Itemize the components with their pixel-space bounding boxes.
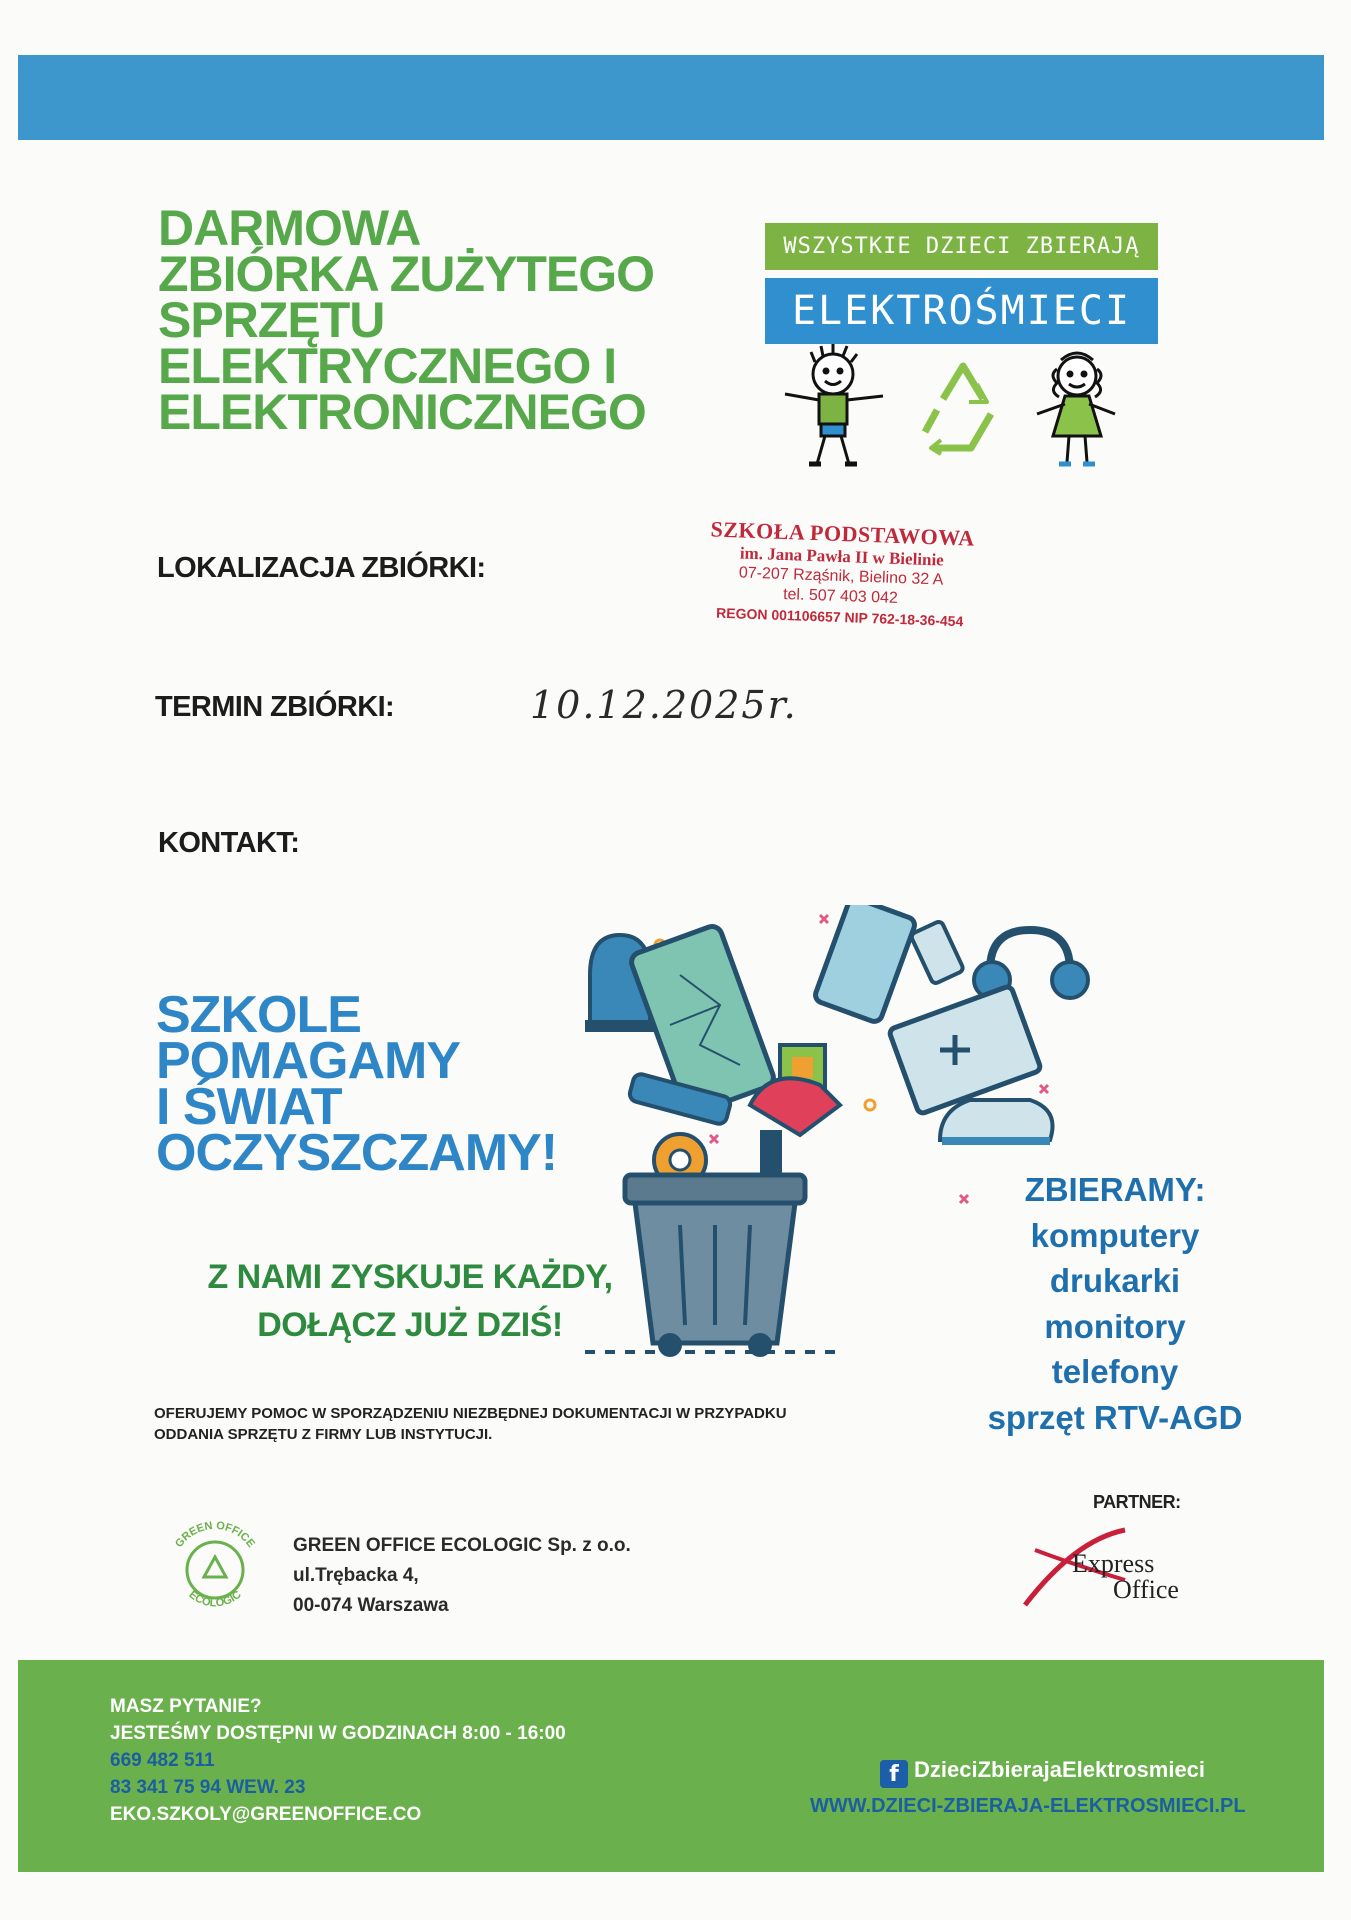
footer-phone-1[interactable]: 669 482 511 [110, 1750, 215, 1771]
stamp-line-1: SZKOŁA PODSTAWOWA [710, 516, 976, 551]
green-office-logo [160, 1515, 270, 1625]
footer-contact [110, 1693, 566, 1828]
date-label: TERMIN ZBIÓRKI: [155, 691, 395, 723]
laptop-icon [889, 985, 1042, 1114]
offer-line-1: OFERUJEMY POMOC W SPORZĄDZENIU NIEZBĘDNEJ DOKUMENTACJI W PRZYPADKU [154, 1405, 787, 1422]
footer-question: MASZ PYTANIE? [110, 1696, 262, 1717]
collect-item: telefony [1051, 1353, 1179, 1390]
stamp-line-2: im. Jana Pawła II w Bielinie [739, 543, 945, 570]
sub-slogan-line-1: Z NAMI ZYSKUJE KAŻDY, [207, 1258, 613, 1296]
slogan-line-3: I ŚWIAT [156, 1078, 342, 1136]
title-line-3: SPRZĘTU [158, 292, 385, 348]
contact-label: KONTAKT: [158, 827, 300, 859]
footer-hours: JESTEŚMY DOSTĘPNI W GODZINACH 8:00 - 16:00 [110, 1723, 566, 1744]
express-office-name-1: Express [1072, 1549, 1155, 1578]
trash-bin-icon [585, 1175, 835, 1357]
top-blue-bar [18, 55, 1324, 140]
facebook-icon: f [880, 1760, 908, 1788]
svg-text:GREEN OFFICE [173, 1520, 257, 1550]
kids-recycle-illustration [765, 344, 1160, 470]
footer-email[interactable]: EKO.SZKOLY@GREENOFFICE.CO [110, 1804, 422, 1825]
slogan-line-1: SZKOLE [156, 986, 361, 1044]
partner-label: PARTNER: [1093, 1492, 1181, 1512]
title-line-2: ZBIÓRKA ZUŻYTEGO [158, 246, 655, 302]
stamp-line-4: tel. 507 403 042 [782, 585, 899, 607]
organizer-name: GREEN OFFICE ECOLOGIC Sp. z o.o. [293, 1535, 631, 1556]
website-link[interactable]: WWW.DZIECI-ZBIERAJA-ELEKTROSMIECI.PL [810, 1795, 1246, 1817]
facebook-link[interactable] [880, 1757, 1205, 1788]
location-label: LOKALIZACJA ZBIÓRKI: [157, 552, 486, 584]
collect-item: komputery [1030, 1216, 1200, 1254]
organizer-street: ul.Trębacka 4, [293, 1565, 419, 1586]
slogan [156, 986, 558, 1182]
express-office-logo [1015, 1520, 1215, 1610]
slogan-line-2: POMAGAMY [156, 1032, 460, 1090]
express-office-name-2: Office [1113, 1575, 1179, 1604]
sub-slogan-line-2: DOŁĄCZ JUŻ DZIŚ! [257, 1306, 563, 1344]
recycle-icon [925, 366, 991, 454]
collect-item: drukarki [1049, 1262, 1181, 1299]
boy-icon [785, 344, 883, 464]
stamp-line-3: 07-207 Rząśnik, Bielino 32 A [738, 564, 944, 589]
offer-line-2: ODDANIA SPRZĘTU Z FIRMY LUB INSTYTUCJI. [154, 1426, 493, 1443]
campaign-logo-top-text: WSZYSTKIE DZIECI ZBIERAJĄ [765, 223, 1158, 270]
iron-icon [940, 1100, 1053, 1145]
title-line-1: DARMOWA [158, 200, 421, 256]
svg-text:ECOLOGIC [186, 1589, 243, 1610]
organizer-address [293, 1531, 631, 1621]
collect-item: sprzęt RTV-AGD [987, 1398, 1243, 1436]
collected-items [955, 1167, 1275, 1440]
girl-icon [1037, 353, 1115, 464]
page-title [158, 200, 718, 440]
date-value-handwritten: 10.12.2025r. [530, 683, 798, 727]
collect-heading: ZBIERAMY: [1024, 1171, 1206, 1208]
headphones-icon [974, 930, 1088, 998]
school-stamp [674, 515, 1008, 646]
title-line-4: ELEKTRYCZNEGO I [158, 338, 617, 394]
green-office-logo-top-text: GREEN OFFICE [173, 1519, 257, 1550]
title-line-5: ELEKTRONICZNEGO [158, 384, 646, 440]
hairdryer-icon [750, 1078, 840, 1185]
collect-item: monitory [1044, 1307, 1186, 1345]
slogan-line-4: OCZYSZCZAMY! [156, 1124, 558, 1182]
campaign-logo-main-text: ELEKTROŚMIECI [765, 278, 1158, 344]
offer-text [154, 1403, 894, 1445]
stamp-line-5: REGON 001106657 NIP 762-18-36-454 [715, 604, 964, 630]
facebook-handle: DzieciZbierajaElektrosmieci [914, 1757, 1206, 1782]
footer-phone-2[interactable]: 83 341 75 94 WEW. 23 [110, 1777, 306, 1798]
campaign-logo [765, 220, 1160, 470]
organizer-city: 00-074 Warszawa [293, 1595, 449, 1616]
green-office-logo-bottom-text: ECOLOGIC [186, 1588, 244, 1610]
phone-icon [813, 905, 964, 1024]
